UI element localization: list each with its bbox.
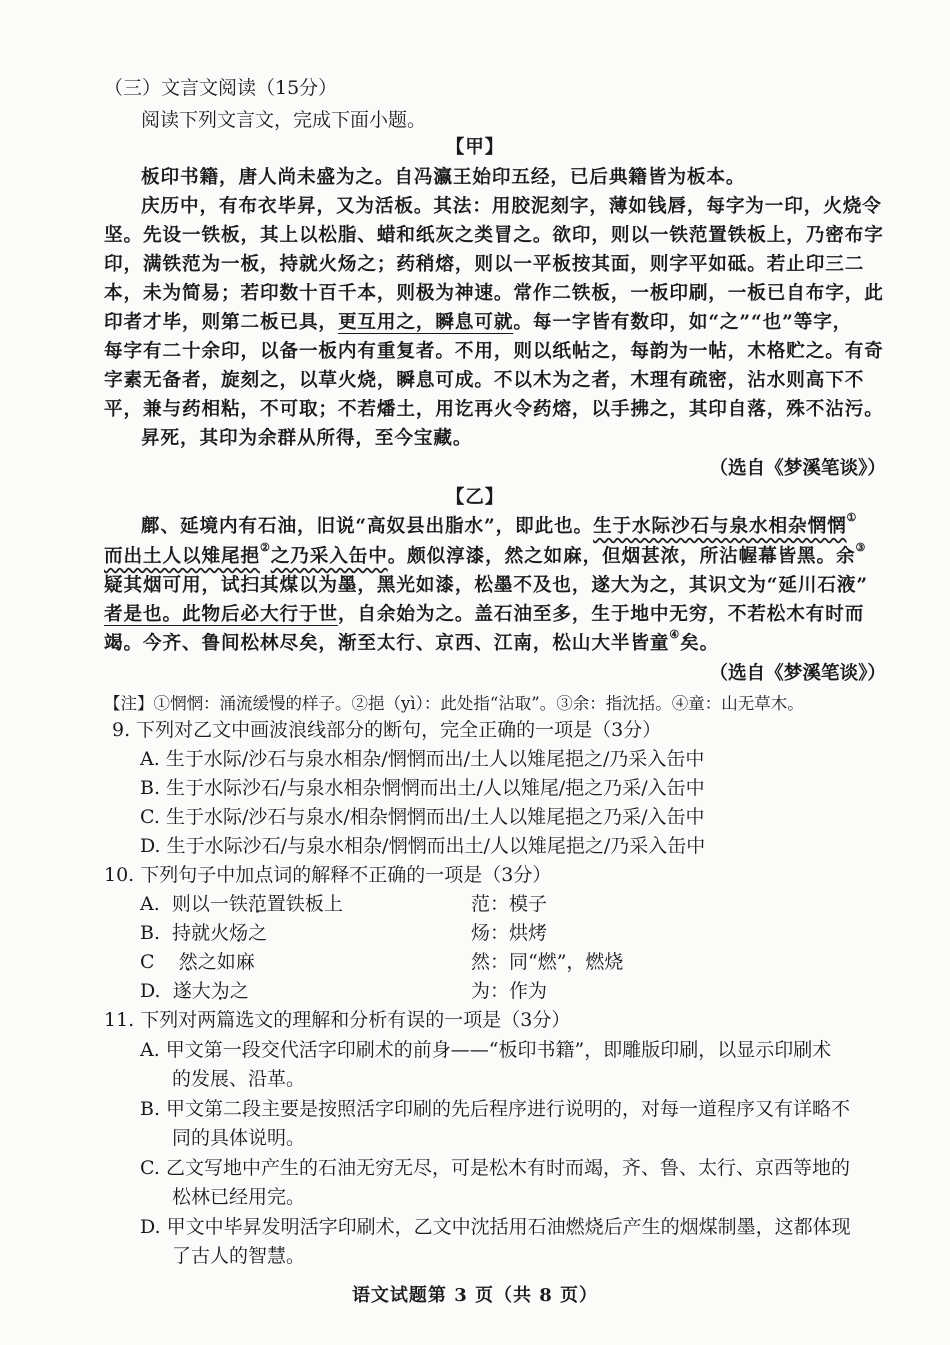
q10-option-a-explanation: 范：模子 (471, 893, 548, 915)
text-segment: 鄜、延境内有石油，旧说“高奴县出脂水”，即此也。 (141, 516, 594, 537)
footnote-mark: ③ (855, 541, 867, 554)
footnote-mark: ② (259, 541, 271, 554)
wavy-underlined-phrase: 而出土人以雉尾挹 (104, 546, 260, 567)
text-segment: 。颇似淳漆，然之如麻，但烟甚浓，所沾幄幕皆黑。余 (387, 546, 856, 567)
q10-option-b (140, 919, 267, 947)
jia-source: （选自《梦溪笔谈》） (709, 458, 886, 479)
dotted-word: 炀 (229, 922, 249, 944)
text-segment: 之如麻 (197, 951, 255, 973)
yi-line-2 (104, 543, 866, 571)
q9-option-b: B. 生于水际沙石/与泉水相杂惘惘而出土/人以雉尾/挹之乃采/入缶中 (140, 777, 705, 799)
q10-stem: 10. 下列句子中加点词的解释不正确的一项是（3分） (104, 864, 552, 886)
jia-title: 【甲】 (445, 137, 505, 158)
q9-option-a: A. 生于水际/沙石与泉水相杂/惘惘而出/土人以雉尾挹之/乃采入缶中 (140, 748, 705, 770)
q11-option-a-line-2: 的发展、沿革。 (172, 1068, 306, 1090)
q9-stem: 9. 下列对乙文中画波浪线部分的断句，完全正确的一项是（3分） (112, 719, 662, 741)
underlined-phrase: 者是也。此物后必大行于世 (104, 604, 338, 625)
q9-option-d: D. 生于水际沙石/与泉水相杂/惘惘而出土/人以雉尾挹之/乃采入缶中 (140, 835, 706, 857)
q11-option-b-line-2: 同的具体说明。 (172, 1127, 306, 1149)
option-label: C (140, 951, 155, 973)
jia-para-2-line-4: 本，未为简易；若印数十百千本，则极为神速。常作二铁板，一板印刷，一板已自布字，此 (104, 283, 884, 304)
text-segment: 之 (248, 922, 268, 944)
q10-option-b-explanation: 炀：烘烤 (471, 922, 548, 944)
section-header: （三）文言文阅读（15分） (104, 77, 338, 99)
wavy-underlined-phrase: 之乃采入缶中 (270, 546, 388, 567)
text-segment: 。每一字皆有数印，如“之”“也”等字， (513, 312, 853, 333)
q11-option-a-line-1: A. 甲文第一段交代活字印刷术的前身——“板印书籍”，即雕版印刷，以显示印刷术 (140, 1039, 832, 1061)
text-segment: 矣。 (680, 633, 720, 654)
q10-option-a (140, 890, 343, 918)
text-segment: ，自余始为之。盖石油至多，生于地中无穷，不若松木有时而 (337, 604, 865, 625)
jia-para-2-line-2: 坚。先设一铁板，其上以松脂、蜡和纸灰之类冒之。欲印，则以一铁范置铁板上，乃密布字 (104, 225, 884, 246)
yi-source: （选自《梦溪笔谈》） (709, 663, 886, 684)
yi-line-1 (141, 513, 857, 541)
page-footer: 语文试题第 3 页（共 8 页） (351, 1285, 599, 1306)
dotted-word: 范 (247, 893, 267, 915)
text-segment: 印者才毕，则第二板已具， (104, 312, 338, 333)
yi-line-3: 疑其烟可用，试扫其煤以为墨，黑光如漆，松墨不及也，遂大为之，其识文为“延川石液” (104, 575, 868, 596)
q10-option-c (140, 948, 255, 976)
option-label: B. (140, 922, 161, 944)
yi-line-5 (104, 630, 719, 658)
q11-option-d-line-2: 了古人的智慧。 (172, 1245, 306, 1267)
q9-option-c: C. 生于水际/沙石与泉水/相杂惘惘而出/土人以雉尾挹之乃采/入缶中 (140, 806, 705, 828)
jia-para-2-line-3: 印，满铁范为一板，持就火炀之；药稍熔，则以一平板按其面，则字平如砥。若止印三二 (104, 254, 865, 275)
jia-para-2-line-7: 字素无备者，旋刻之，以草火烧，瞬息可成。不以木为之者，木理有疏密，沾水则高下不 (104, 370, 865, 391)
option-label: A. (140, 893, 160, 915)
text-segment: 持就火 (172, 922, 230, 944)
dotted-word: 为 (210, 980, 230, 1002)
underlined-phrase: 更互用之，瞬息可就 (337, 312, 514, 333)
q10-option-c-explanation: 然：同“燃”，燃烧 (471, 951, 624, 973)
instruction: 阅读下列文言文，完成下面小题。 (141, 109, 427, 131)
q11-stem: 11. 下列对两篇选文的理解和分析有误的一项是（3分） (104, 1009, 571, 1031)
jia-para-2-line-1: 庆历中，有布衣毕昇，又为活板。其法：用胶泥刻字，薄如钱唇，每字为一印，火烧令 (141, 196, 882, 217)
jia-para-2-line-5 (104, 309, 852, 337)
q11-option-c-line-2: 松林已经用完。 (172, 1186, 306, 1208)
jia-para-1: 板印书籍，唐人尚未盛为之。自冯瀛王始印五经，已后典籍皆为板本。 (141, 167, 746, 188)
footnote-mark: ① (846, 511, 858, 524)
yi-line-4 (104, 601, 864, 629)
option-label: D. (140, 980, 161, 1002)
jia-para-2-line-6: 每字有二十余印，以备一板内有重复者。不用，则以纸帖之，每韵为一帖，木格贮之。有奇 (104, 341, 884, 362)
footnotes: 【注】①惘惘：涌流缓慢的样子。②挹（yì）：此处指“沾取”。③余：指沈括。④童：山无草木。 (104, 694, 804, 713)
q11-option-c-line-1: C. 乙文写地中产生的石油无穷无尽，可是松木有时而竭，齐、鲁、太行、京西等地的 (140, 1157, 850, 1179)
yi-title: 【乙】 (445, 487, 505, 508)
q10-option-d (140, 977, 249, 1005)
q11-option-b-line-1: B. 甲文第二段主要是按照活字印刷的先后程序进行说明的，对每一道程序又有详略不 (140, 1098, 851, 1120)
text-segment: 置铁板上 (266, 893, 343, 915)
wavy-underlined-phrase: 生于水际沙石与泉水相杂惘惘 (593, 516, 847, 537)
text-segment: 则以一铁 (171, 893, 248, 915)
footnote-mark: ④ (669, 628, 681, 641)
text-segment: 之 (229, 980, 249, 1002)
q11-option-d-line-1: D. 甲文中毕昇发明活字印刷术，乙文中沈括用石油燃烧后产生的烟煤制墨，这都体现 (140, 1216, 851, 1238)
q10-option-d-explanation: 为：作为 (471, 980, 548, 1002)
dotted-word: 然 (178, 951, 198, 973)
text-segment: 遂大 (172, 980, 211, 1002)
text-segment: 竭。今齐、鲁间松林尽矣，渐至太行、京西、江南，松山大半皆童 (104, 633, 670, 654)
jia-para-3: 昇死，其印为余群从所得，至今宝藏。 (141, 428, 473, 449)
jia-para-2-line-8: 平，兼与药相粘，不可取；不若燔土，用讫再火令药熔，以手拂之，其印自落，殊不沾污。 (104, 399, 884, 420)
